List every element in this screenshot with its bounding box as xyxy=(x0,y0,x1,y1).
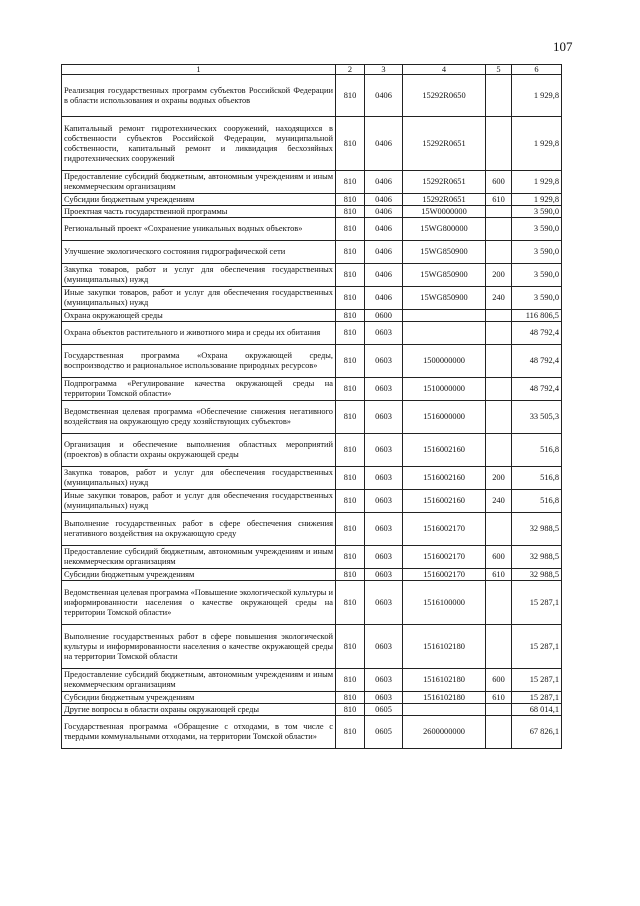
cell-expense-type: 200 xyxy=(486,264,512,287)
cell-expense-type: 610 xyxy=(486,194,512,206)
cell-name: Охрана окружающей среды xyxy=(62,310,336,322)
cell-grbs: 810 xyxy=(336,378,365,401)
header-row xyxy=(62,65,562,75)
cell-grbs: 810 xyxy=(336,546,365,569)
cell-amount: 15 287,1 xyxy=(512,625,562,669)
table-row xyxy=(62,669,562,692)
cell-amount: 1 929,8 xyxy=(512,171,562,194)
cell-name: Реализация государственных программ субъектов Российской Федерации в области использования и охраны водных объектов xyxy=(62,75,336,117)
cell-amount: 1 929,8 xyxy=(512,194,562,206)
cell-section: 0406 xyxy=(365,194,403,206)
table-row xyxy=(62,625,562,669)
cell-expense-type xyxy=(486,75,512,117)
table-row xyxy=(62,692,562,704)
cell-amount: 33 505,3 xyxy=(512,401,562,434)
cell-section: 0406 xyxy=(365,287,403,310)
cell-section: 0603 xyxy=(365,581,403,625)
cell-grbs: 810 xyxy=(336,241,365,264)
cell-section: 0603 xyxy=(365,546,403,569)
table-row xyxy=(62,513,562,546)
cell-amount: 32 988,5 xyxy=(512,513,562,546)
cell-section: 0406 xyxy=(365,171,403,194)
cell-expense-type: 600 xyxy=(486,669,512,692)
cell-grbs: 810 xyxy=(336,467,365,490)
cell-expense-type xyxy=(486,401,512,434)
cell-name: Предоставление субсидий бюджетным, автономным учреждениям и иным некоммерческим организациям xyxy=(62,669,336,692)
table-row xyxy=(62,322,562,345)
cell-amount: 48 792,4 xyxy=(512,345,562,378)
cell-grbs: 810 xyxy=(336,490,365,513)
cell-target-code xyxy=(403,704,486,716)
cell-amount: 3 590,0 xyxy=(512,206,562,218)
header-col-1: 1 xyxy=(62,65,336,75)
cell-target-code: 15WG800000 xyxy=(403,218,486,241)
header-col-2: 2 xyxy=(336,65,365,75)
table-row xyxy=(62,206,562,218)
cell-grbs: 810 xyxy=(336,194,365,206)
cell-amount: 15 287,1 xyxy=(512,581,562,625)
cell-target-code: 1516002160 xyxy=(403,434,486,467)
cell-target-code: 1516002170 xyxy=(403,513,486,546)
cell-expense-type xyxy=(486,322,512,345)
cell-name: Проектная часть государственной программы xyxy=(62,206,336,218)
cell-amount: 3 590,0 xyxy=(512,287,562,310)
cell-grbs: 810 xyxy=(336,625,365,669)
cell-expense-type: 600 xyxy=(486,546,512,569)
cell-name: Другие вопросы в области охраны окружающей среды xyxy=(62,704,336,716)
table-row xyxy=(62,569,562,581)
table-row xyxy=(62,434,562,467)
cell-amount: 48 792,4 xyxy=(512,378,562,401)
header-col-3: 3 xyxy=(365,65,403,75)
cell-name: Субсидии бюджетным учреждениям xyxy=(62,194,336,206)
cell-section: 0603 xyxy=(365,490,403,513)
cell-amount: 32 988,5 xyxy=(512,569,562,581)
cell-name: Организация и обеспечение выполнения областных мероприятий (проектов) в области охраны окружающей среды xyxy=(62,434,336,467)
cell-expense-type xyxy=(486,241,512,264)
cell-grbs: 810 xyxy=(336,401,365,434)
cell-target-code: 1516102180 xyxy=(403,625,486,669)
cell-name: Предоставление субсидий бюджетным, автономным учреждениям и иным некоммерческим организациям xyxy=(62,546,336,569)
cell-grbs: 810 xyxy=(336,345,365,378)
cell-expense-type xyxy=(486,310,512,322)
cell-section: 0603 xyxy=(365,345,403,378)
cell-amount: 116 806,5 xyxy=(512,310,562,322)
cell-name: Капитальный ремонт гидротехнических сооружений, находящихся в собственности субъектов Российской Федерации, муниципальной собственности, капитальный ремонт и ликвидация бесхозяйных гидротехнических сооружений xyxy=(62,117,336,171)
cell-grbs: 810 xyxy=(336,513,365,546)
cell-grbs: 810 xyxy=(336,171,365,194)
cell-name: Иные закупки товаров, работ и услуг для обеспечения государственных (муниципальных) нужд xyxy=(62,490,336,513)
cell-grbs: 810 xyxy=(336,218,365,241)
cell-section: 0406 xyxy=(365,117,403,171)
cell-target-code: 15WG850900 xyxy=(403,287,486,310)
table-row xyxy=(62,716,562,749)
cell-expense-type: 240 xyxy=(486,287,512,310)
cell-amount: 1 929,8 xyxy=(512,75,562,117)
cell-grbs: 810 xyxy=(336,692,365,704)
cell-target-code: 1510000000 xyxy=(403,378,486,401)
cell-expense-type xyxy=(486,704,512,716)
cell-expense-type xyxy=(486,345,512,378)
cell-amount: 67 826,1 xyxy=(512,716,562,749)
cell-name: Подпрограмма «Регулирование качества окружающей среды на территории Томской области» xyxy=(62,378,336,401)
cell-name: Государственная программа «Обращение с отходами, в том числе с твердыми коммунальными отходами, на территории Томской области» xyxy=(62,716,336,749)
cell-grbs: 810 xyxy=(336,716,365,749)
cell-section: 0603 xyxy=(365,434,403,467)
cell-amount: 48 792,4 xyxy=(512,322,562,345)
table-row xyxy=(62,218,562,241)
cell-section: 0603 xyxy=(365,692,403,704)
cell-expense-type xyxy=(486,378,512,401)
cell-name: Выполнение государственных работ в сфере повышения экологической культуры и информированности населения о качестве окружающей среды на территории Томской области xyxy=(62,625,336,669)
cell-grbs: 810 xyxy=(336,569,365,581)
table-row xyxy=(62,704,562,716)
cell-section: 0406 xyxy=(365,218,403,241)
cell-expense-type: 600 xyxy=(486,171,512,194)
cell-grbs: 810 xyxy=(336,704,365,716)
cell-amount: 516,8 xyxy=(512,490,562,513)
cell-expense-type xyxy=(486,625,512,669)
cell-grbs: 810 xyxy=(336,581,365,625)
cell-expense-type xyxy=(486,513,512,546)
cell-amount: 32 988,5 xyxy=(512,546,562,569)
cell-target-code: 1516102180 xyxy=(403,669,486,692)
cell-target-code: 1516002170 xyxy=(403,546,486,569)
table-row xyxy=(62,546,562,569)
cell-amount: 15 287,1 xyxy=(512,692,562,704)
cell-target-code: 15W0000000 xyxy=(403,206,486,218)
cell-target-code: 2600000000 xyxy=(403,716,486,749)
cell-amount: 15 287,1 xyxy=(512,669,562,692)
cell-amount: 3 590,0 xyxy=(512,218,562,241)
table-row xyxy=(62,171,562,194)
header-col-6: 6 xyxy=(512,65,562,75)
cell-target-code xyxy=(403,310,486,322)
cell-section: 0406 xyxy=(365,75,403,117)
budget-table xyxy=(61,64,562,749)
table-row xyxy=(62,378,562,401)
cell-section: 0605 xyxy=(365,704,403,716)
cell-name: Ведомственная целевая программа «Обеспечение снижения негативного воздействия на окружающую среду хозяйствующих субъектов» xyxy=(62,401,336,434)
cell-grbs: 810 xyxy=(336,434,365,467)
cell-name: Субсидии бюджетным учреждениям xyxy=(62,692,336,704)
cell-amount: 516,8 xyxy=(512,467,562,490)
cell-expense-type xyxy=(486,716,512,749)
cell-target-code: 15WG850900 xyxy=(403,264,486,287)
cell-amount: 1 929,8 xyxy=(512,117,562,171)
cell-name: Охрана объектов растительного и животного мира и среды их обитания xyxy=(62,322,336,345)
cell-section: 0603 xyxy=(365,669,403,692)
table-row xyxy=(62,310,562,322)
cell-amount: 3 590,0 xyxy=(512,264,562,287)
cell-section: 0603 xyxy=(365,569,403,581)
cell-target-code: 1516002160 xyxy=(403,490,486,513)
cell-expense-type: 200 xyxy=(486,467,512,490)
cell-section: 0605 xyxy=(365,716,403,749)
cell-expense-type: 610 xyxy=(486,569,512,581)
cell-name: Иные закупки товаров, работ и услуг для обеспечения государственных (муниципальных) нужд xyxy=(62,287,336,310)
cell-name: Улучшение экологического состояния гидрографической сети xyxy=(62,241,336,264)
cell-section: 0603 xyxy=(365,467,403,490)
table-body xyxy=(62,75,562,749)
cell-name: Государственная программа «Охрана окружающей среды, воспроизводство и рациональное использование природных ресурсов» xyxy=(62,345,336,378)
table-row xyxy=(62,581,562,625)
cell-grbs: 810 xyxy=(336,206,365,218)
cell-amount: 3 590,0 xyxy=(512,241,562,264)
table-row xyxy=(62,241,562,264)
cell-name: Закупка товаров, работ и услуг для обеспечения государственных (муниципальных) нужд xyxy=(62,264,336,287)
cell-expense-type: 240 xyxy=(486,490,512,513)
cell-expense-type xyxy=(486,117,512,171)
cell-expense-type xyxy=(486,218,512,241)
cell-target-code: 1500000000 xyxy=(403,345,486,378)
cell-target-code: 15292R0651 xyxy=(403,117,486,171)
cell-expense-type xyxy=(486,581,512,625)
cell-name: Предоставление субсидий бюджетным, автономным учреждениям и иным некоммерческим организациям xyxy=(62,171,336,194)
table-row xyxy=(62,264,562,287)
cell-expense-type: 610 xyxy=(486,692,512,704)
cell-section: 0406 xyxy=(365,206,403,218)
cell-target-code: 1516000000 xyxy=(403,401,486,434)
cell-grbs: 810 xyxy=(336,264,365,287)
table-row xyxy=(62,117,562,171)
header-col-5: 5 xyxy=(486,65,512,75)
cell-section: 0603 xyxy=(365,322,403,345)
cell-amount: 68 014,1 xyxy=(512,704,562,716)
cell-amount: 516,8 xyxy=(512,434,562,467)
cell-expense-type xyxy=(486,206,512,218)
cell-target-code: 15292R0650 xyxy=(403,75,486,117)
cell-grbs: 810 xyxy=(336,117,365,171)
cell-target-code: 15292R0651 xyxy=(403,171,486,194)
page-number: 107 xyxy=(553,39,573,54)
table-row xyxy=(62,75,562,117)
cell-section: 0406 xyxy=(365,241,403,264)
cell-target-code: 1516002160 xyxy=(403,467,486,490)
cell-section: 0603 xyxy=(365,513,403,546)
cell-name: Выполнение государственных работ в сфере обеспечения снижения негативного воздействия на окружающую среду xyxy=(62,513,336,546)
cell-target-code: 15WG850900 xyxy=(403,241,486,264)
cell-target-code: 15292R0651 xyxy=(403,194,486,206)
cell-name: Закупка товаров, работ и услуг для обеспечения государственных (муниципальных) нужд xyxy=(62,467,336,490)
cell-target-code xyxy=(403,322,486,345)
table-row xyxy=(62,401,562,434)
cell-name: Региональный проект «Сохранение уникальных водных объектов» xyxy=(62,218,336,241)
table-row xyxy=(62,345,562,378)
cell-grbs: 810 xyxy=(336,287,365,310)
cell-target-code: 1516102180 xyxy=(403,692,486,704)
cell-target-code: 1516002170 xyxy=(403,569,486,581)
cell-grbs: 810 xyxy=(336,322,365,345)
cell-section: 0603 xyxy=(365,401,403,434)
header-col-4: 4 xyxy=(403,65,486,75)
table-row xyxy=(62,287,562,310)
cell-grbs: 810 xyxy=(336,310,365,322)
cell-section: 0603 xyxy=(365,625,403,669)
cell-section: 0406 xyxy=(365,264,403,287)
cell-name: Ведомственная целевая программа «Повышение экологической культуры и информированности населения о качестве окружающей среды на территории Томской области» xyxy=(62,581,336,625)
cell-target-code: 1516100000 xyxy=(403,581,486,625)
cell-grbs: 810 xyxy=(336,75,365,117)
table-row xyxy=(62,194,562,206)
cell-expense-type xyxy=(486,434,512,467)
table-row xyxy=(62,467,562,490)
table-row xyxy=(62,490,562,513)
cell-name: Субсидии бюджетным учреждениям xyxy=(62,569,336,581)
cell-section: 0603 xyxy=(365,378,403,401)
cell-grbs: 810 xyxy=(336,669,365,692)
cell-section: 0600 xyxy=(365,310,403,322)
